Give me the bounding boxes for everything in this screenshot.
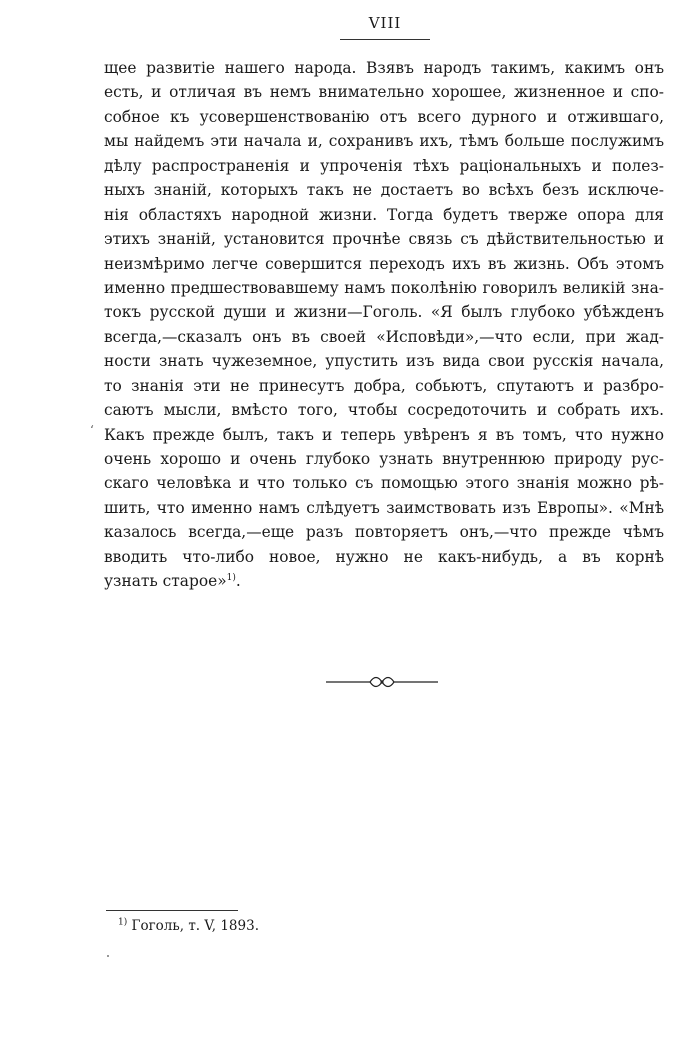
- text-line: токъ русской души и жизни—Гоголь. «Я былъ глубоко убѣжденъ: [104, 303, 664, 322]
- text-line: Какъ прежде былъ, такъ и теперь увѣренъ я въ томъ, что нужно: [104, 425, 664, 444]
- footnote: [118, 918, 259, 934]
- body-text: [104, 56, 664, 594]
- text-line: мы найдемъ эти начала и, сохранивъ ихъ, тѣмъ больше послужимъ: [104, 132, 664, 151]
- text-line: очень хорошо и очень глубоко узнать внутреннюю природу рус-: [104, 450, 664, 468]
- text-line: саютъ мысли, вмѣсто того, чтобы сосредоточить и собрать ихъ.: [104, 401, 664, 420]
- text-line: вводить что-либо новое, нужно не какъ-нибудь, а въ корнѣ: [104, 547, 664, 566]
- text-line: ности знать чужеземное, упустить изъ вида свои русскія начала,: [104, 352, 664, 371]
- print-speck: [107, 955, 109, 957]
- text-line: именно предшествовавшему намъ поколѣнію говорилъ великій зна-: [104, 278, 664, 297]
- text-line: неизмѣримо легче совершится переходъ ихъ въ жизнь. Объ этомъ: [104, 254, 664, 273]
- margin-mark: ‘: [90, 423, 94, 437]
- text-line: собное къ усовершенствованію отъ всего дурного и отжившаго,: [104, 107, 664, 126]
- text-line: дѣлу распространенія и упроченія тѣхъ раціональныхъ и полез-: [104, 156, 664, 175]
- header-rule: [340, 39, 430, 40]
- page-number: VIII: [368, 14, 402, 32]
- text-line-last: узнать старое»$^{1)}$.: [104, 572, 241, 591]
- text-line: всегда,—сказалъ онъ въ своей «Исповѣди»,—что если, при жад-: [104, 327, 664, 346]
- text-line: шить, что именно намъ слѣдуетъ заимствовать изъ Европы». «Мнѣ: [104, 498, 664, 517]
- text-line: нія областяхъ народной жизни. Тогда будетъ тверже опора для: [104, 205, 664, 224]
- ornament-divider: [326, 672, 438, 692]
- footnote-mark: 1): [118, 917, 128, 928]
- text-line-content: узнать старое»: [104, 572, 227, 591]
- footnote-text: Гоголь, т. V, 1893.: [127, 918, 259, 934]
- text-line: то знанія эти не принесутъ добра, собьютъ, спутаютъ и разбро-: [104, 376, 664, 395]
- text-line: щее развитіе нашего народа. Взявъ народъ такимъ, какимъ онъ: [104, 59, 664, 77]
- text-line: ныхъ знаній, которыхъ такъ не достаетъ во всѣхъ безъ исключе-: [104, 181, 664, 200]
- text-line: этихъ знаній, установится прочнѣе связь съ дѣйствительностью и: [104, 230, 664, 249]
- footnote-rule: [106, 910, 238, 911]
- text-line: казалось всегда,—еще разъ повторяетъ онъ,—что прежде чѣмъ: [104, 523, 664, 542]
- text-line: скаго человѣка и что только съ помощью этого знанія можно рѣ-: [104, 474, 664, 493]
- footnote-reference: 1): [226, 573, 236, 584]
- text-line: есть, и отличая въ немъ внимательно хорошее, жизненное и спо-: [104, 83, 664, 102]
